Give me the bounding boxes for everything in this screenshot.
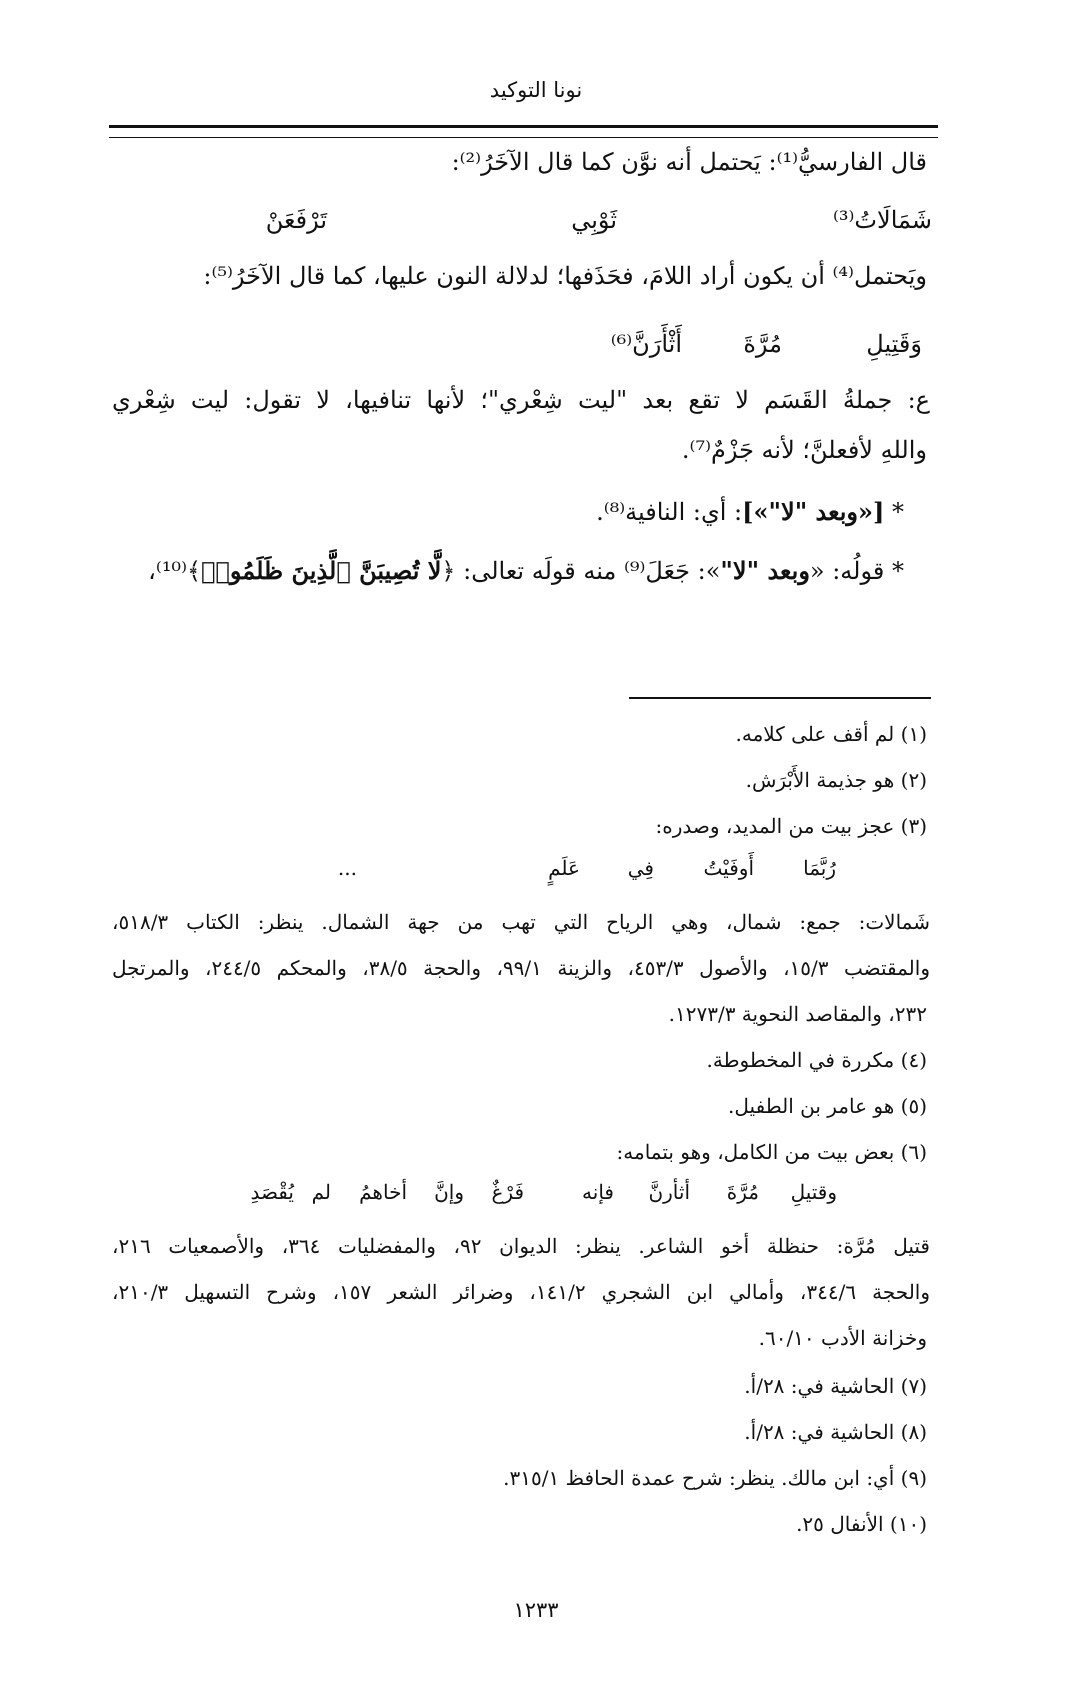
footnote-8: (٨) الحاشية في: ٢٨/أ.	[744, 1420, 927, 1444]
quran-intro: »: جَعَلَ⁽⁹⁾ منه قولَه تعالى: ﴿	[441, 557, 721, 585]
quran-close: ﴾⁽¹⁰⁾،	[148, 557, 202, 585]
verse-1-word-3: شَمَالَاتُ⁽³⁾	[832, 206, 932, 234]
quran-quote: لَّا تُصِيبَنَّ ٱلَّذِينَ ظَلَمُوا۟	[201, 556, 442, 585]
page-number: ١٢٣٣	[513, 1598, 559, 1622]
main-paragraph-4	[596, 497, 904, 526]
footnote-3-text-line-2: والمقتضب ١٥/٣، والأصول ٤٥٣/٣، والزينة ٩٩/١، والحجة ٣٨/٥، والمحكم ٢٤٤/٥، والمرتجل	[112, 956, 930, 980]
verse-1-word-2: ثَوْبِي	[571, 206, 617, 234]
fn3-verse-word-3: فِي	[627, 856, 654, 880]
footnote-10: (١٠) الأنفال ٢٥.	[796, 1512, 927, 1536]
fn6-verse-word-1: وقتيلِ	[790, 1180, 837, 1204]
verse-2-word-2: مُرَّةَ	[743, 330, 782, 358]
fn6-verse-word-2: مُرَّةَ	[726, 1180, 759, 1204]
fn6-verse-word-4: فإنه	[582, 1180, 614, 1204]
footnote-3-text-line-1: شَمالات: جمع: شمال، وهي الرياح التي تهب من جهة الشمال. ينظر: الكتاب ٥١٨/٣،	[112, 910, 930, 934]
footnote-6-text-line-1: قتيل مُرَّة: حنظلة أخو الشاعر. ينظر: الديوان ٩٢، والمفضليات ٣٦٤، والأصمعيات ٢١٦،	[112, 1234, 930, 1258]
lemma-bold: وبعد "لا"	[720, 556, 810, 585]
lemma-intro: قولُه: «	[809, 557, 885, 585]
running-header: نونا التوكيد	[489, 78, 583, 102]
gloss: : أي: النافية⁽⁸⁾.	[596, 498, 743, 526]
verse-2-word-3: أَثْأَرَنَّ⁽⁶⁾	[610, 330, 682, 358]
main-paragraph-3-line-1: ع: جملةُ القَسَم لا تقع بعد "ليت شِعْري"؛ لأنها تنافيها، لا تقول: ليت شِعْري	[112, 386, 930, 414]
fn3-verse-word-5: ...	[337, 856, 357, 880]
footnote-6-text-line-2: والحجة ٣٤٤/٦، وأمالي ابن الشجري ١٤١/٢، وضرائر الشعر ١٥٧، وشرح التسهيل ٢١٠/٣،	[112, 1280, 931, 1304]
main-paragraph-5	[148, 556, 904, 585]
fn6-verse-word-7: أخاهمُ	[359, 1180, 407, 1204]
footnote-6-text-line-3: وخزانة الأدب ٦٠/١٠.	[758, 1326, 927, 1350]
main-paragraph-3-line-2: واللهِ لأفعلنَّ؛ لأنه جَزْمٌ⁽⁷⁾.	[681, 436, 927, 464]
fn6-verse-word-5: فَرْغٌ	[491, 1180, 524, 1204]
footnote-5: (٥) هو عامر بن الطفيل.	[728, 1094, 927, 1118]
footnote-4: (٤) مكررة في المخطوطة.	[706, 1048, 927, 1072]
header-rule-thin	[109, 137, 938, 138]
verse-2-word-1: وَقَتِيلِ	[866, 330, 922, 358]
main-paragraph-2: ويَحتمل⁽⁴⁾ أن يكون أراد اللامَ، فحَذَفها؛ لدلالة النون عليها، كما قال الآخَرُ⁽⁵⁾:	[203, 262, 927, 290]
fn3-verse-word-4: عَلَمٍ	[548, 856, 580, 880]
verse-1-word-1: تَرْفَعَنْ	[265, 206, 327, 234]
footnote-3: (٣) عجز بيت من المديد، وصدره:	[655, 814, 927, 838]
star-marker: *	[892, 498, 904, 526]
main-paragraph-1: قال الفارسيُّ⁽¹⁾: يَحتمل أنه نوَّن كما قال الآخَرُ⁽²⁾:	[451, 148, 927, 176]
lemma-bold: [«وبعد "لا"»]	[742, 497, 885, 526]
footnote-1: (١) لم أقف على كلامه.	[735, 722, 927, 746]
footnote-2: (٢) هو جذيمة الأَبْرَش.	[745, 768, 927, 792]
fn6-verse-word-6: وإنَّ	[434, 1180, 464, 1204]
footnote-9: (٩) أي: ابن مالك. ينظر: شرح عمدة الحافظ ٣١٥/١.	[503, 1466, 927, 1490]
fn6-verse-word-3: أثأرنَّ	[648, 1180, 690, 1204]
footnote-3-text-line-3: ٢٣٢، والمقاصد النحوية ١٢٧٣/٣.	[668, 1002, 927, 1026]
footnote-6: (٦) بعض بيت من الكامل، وهو بتمامه:	[616, 1140, 927, 1164]
fn3-verse-word-2: أَوفَيْتُ	[703, 856, 754, 880]
fn3-verse-word-1: رُبَّمَا	[803, 856, 836, 880]
fn6-verse-word-9: يُقْصَدِ	[250, 1180, 294, 1204]
header-rule-thick	[109, 125, 938, 128]
footnote-separator	[629, 697, 931, 699]
star-marker: *	[892, 557, 904, 585]
footnote-7: (٧) الحاشية في: ٢٨/أ.	[744, 1374, 927, 1398]
fn6-verse-word-8: لم	[311, 1180, 331, 1204]
